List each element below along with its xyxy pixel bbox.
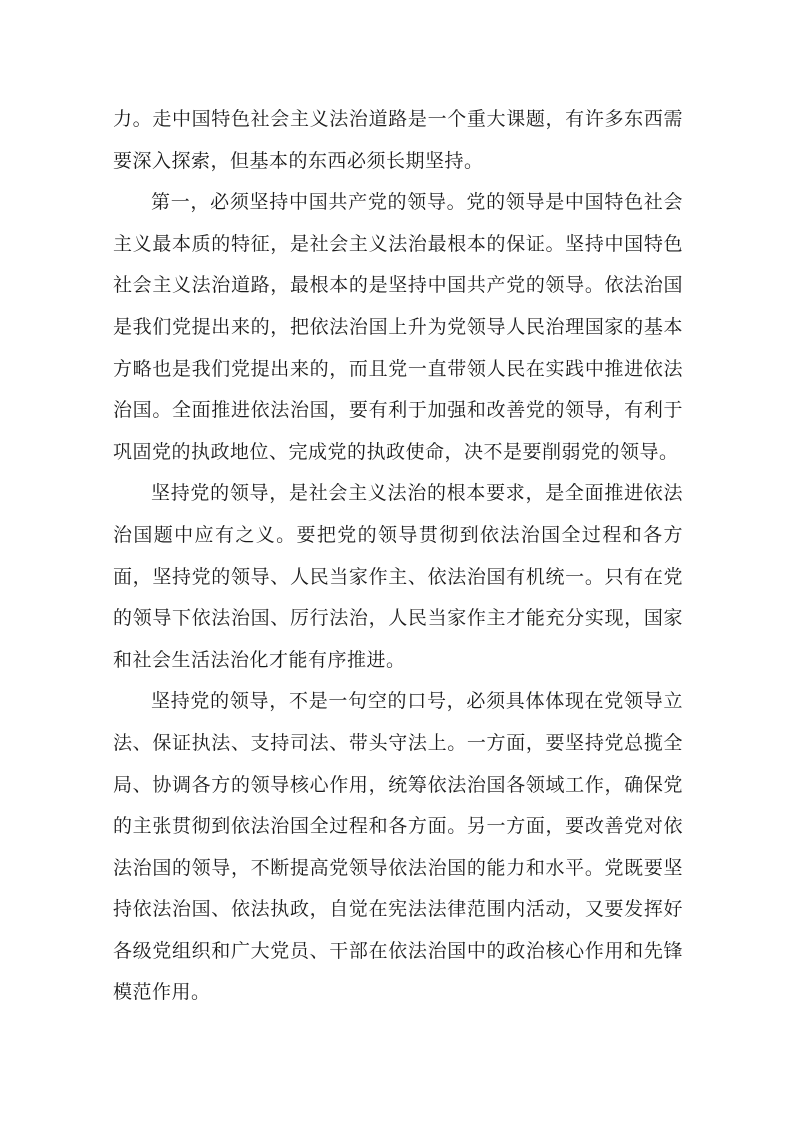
text-line: 法、保证执法、支持司法、带头守法上。一方面，要坚持党总揽全 [113,732,683,754]
text-line: 治国。全面推进依法治国，要有利于加强和改善党的领导，有利于 [113,400,683,422]
text-line: 持依法治国、依法执政，自觉在宪法法律范围内活动，又要发挥好 [113,899,683,921]
text-line: 的主张贯彻到依法治国全过程和各方面。另一方面，要改善党对依 [113,816,683,838]
text-line: 治国题中应有之义。要把党的领导贯彻到依法治国全过程和各方 [113,524,683,546]
document-content [113,99,683,1014]
text-line: 坚持党的领导，是社会主义法治的根本要求，是全面推进依法 [151,483,683,505]
text-line: 各级党组织和广大党员、干部在依法治国中的政治核心作用和先锋 [113,940,683,962]
text-line: 巩固党的执政地位、完成党的执政使命，决不是要削弱党的领导。 [113,441,679,463]
text-line: 坚持党的领导，不是一句空的口号，必须具体体现在党领导立 [151,691,683,713]
text-line: 社会主义法治道路，最根本的是坚持中国共产党的领导。依法治国 [113,275,683,297]
text-line: 主义最本质的特征，是社会主义法治最根本的保证。坚持中国特色 [113,233,683,255]
text-line: 第一，必须坚持中国共产党的领导。党的领导是中国特色社会 [151,192,683,214]
text-line: 力。走中国特色社会主义法治道路是一个重大课题，有许多东西需 [113,109,683,130]
text-line: 的领导下依法治国、厉行法治，人民当家作主才能充分实现，国家 [113,608,683,630]
text-line: 要深入探索，但基本的东西必须长期坚持。 [113,150,484,172]
text-line: 方略也是我们党提出来的，而且党一直带领人民在实践中推进依法 [113,358,683,380]
text-line: 和社会生活法治化才能有序推进。 [113,649,406,671]
text-line: 模范作用。 [113,982,211,1004]
text-line: 面，坚持党的领导、人民当家作主、依法治国有机统一。只有在党 [113,566,683,588]
text-line: 是我们党提出来的，把依法治国上升为党领导人民治理国家的基本 [113,316,683,338]
text-line: 法治国的领导，不断提高党领导依法治国的能力和水平。党既要坚 [113,857,683,879]
text-line: 局、协调各方的领导核心作用，统筹依法治国各领域工作，确保党 [113,774,683,796]
